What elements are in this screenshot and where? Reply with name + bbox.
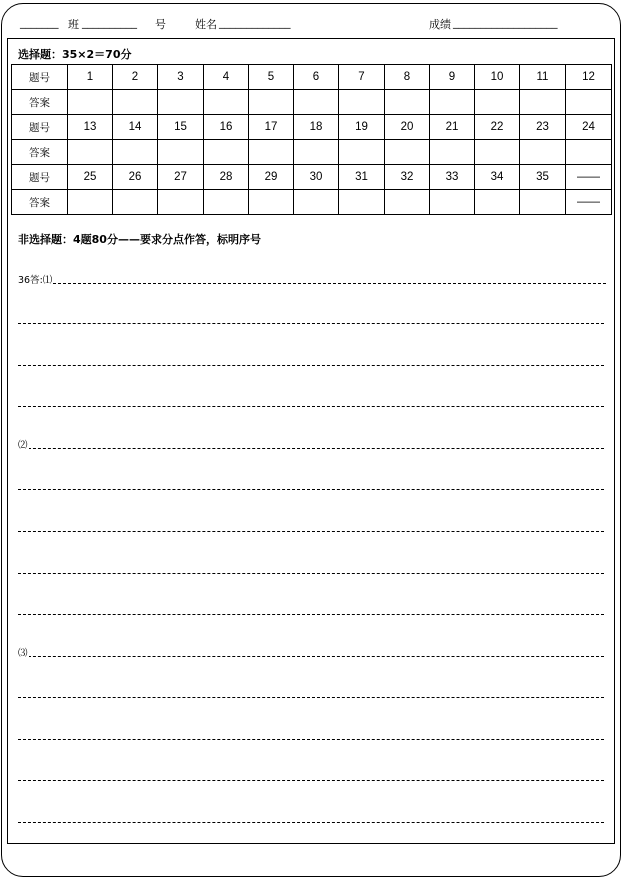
answer-cell[interactable] — [113, 190, 158, 215]
question-number-cell: 23 — [520, 115, 566, 140]
score-label: 成绩 — [429, 18, 451, 31]
answer-row-label: 答案 — [12, 140, 68, 165]
answer-cell[interactable] — [68, 140, 113, 165]
name-label: 姓名 — [195, 18, 217, 31]
answer-row-label: 答案 — [12, 90, 68, 115]
answer-line[interactable] — [18, 406, 604, 407]
question-number-cell: 22 — [475, 115, 520, 140]
question-number-cell: 5 — [249, 65, 294, 90]
answer-cell[interactable] — [475, 90, 520, 115]
question-number-cell: 26 — [113, 165, 158, 190]
answer-row-label: 答案 — [12, 190, 68, 215]
answer-cell[interactable] — [158, 140, 204, 165]
answer-cell[interactable] — [566, 90, 612, 115]
answer-line[interactable] — [18, 822, 604, 823]
choice-table-row — [12, 165, 612, 190]
question-number-cell: 13 — [68, 115, 113, 140]
nonchoice-section-title: 非选择题：4题80分——要求分点作答，标明序号 — [18, 233, 261, 246]
answer-cell[interactable] — [249, 190, 294, 215]
answer-cell[interactable] — [475, 190, 520, 215]
question-number-cell: 35 — [520, 165, 566, 190]
answer-cell[interactable] — [68, 90, 113, 115]
answer-cell[interactable] — [249, 140, 294, 165]
answer-line[interactable] — [18, 614, 604, 615]
question-number-cell: 7 — [339, 65, 385, 90]
question-number-cell: 10 — [475, 65, 520, 90]
answer-cell[interactable] — [430, 90, 475, 115]
part-3-label: ⑶ — [18, 645, 29, 659]
question-number-cell: 34 — [475, 165, 520, 190]
question-number-cell: 24 — [566, 115, 612, 140]
question-number-cell: 3 — [158, 65, 204, 90]
question-number-label: 题号 — [12, 65, 68, 90]
question-number-cell: 14 — [113, 115, 158, 140]
answer-cell[interactable] — [294, 90, 339, 115]
question-number-label: 题号 — [12, 115, 68, 140]
choice-table-row — [12, 140, 612, 165]
question-number-cell: 2 — [113, 65, 158, 90]
answer-line[interactable] — [18, 697, 604, 698]
answer-cell[interactable] — [339, 190, 385, 215]
question-number-cell: 16 — [204, 115, 249, 140]
answer-line[interactable] — [18, 323, 604, 324]
question-number-cell: 1 — [68, 65, 113, 90]
answer-cell[interactable] — [385, 140, 430, 165]
answer-cell[interactable] — [339, 90, 385, 115]
question-number-cell: 28 — [204, 165, 249, 190]
question-number-cell: 17 — [249, 115, 294, 140]
answer-cell[interactable] — [385, 190, 430, 215]
answer-line[interactable] — [18, 739, 604, 740]
number-blank[interactable]: __________ — [82, 16, 137, 29]
answer-cell[interactable] — [520, 190, 566, 215]
score-blank[interactable]: ___________________ — [453, 16, 558, 29]
question-number-label: 题号 — [12, 165, 68, 190]
choice-table-row — [12, 190, 612, 215]
class-blank[interactable]: _______ — [20, 16, 59, 29]
question-number-cell: 25 — [68, 165, 113, 190]
answer-cell[interactable] — [204, 90, 249, 115]
answer-cell[interactable] — [204, 190, 249, 215]
answer-cell[interactable] — [68, 190, 113, 215]
choice-table-row — [12, 90, 612, 115]
question-number-cell: 32 — [385, 165, 430, 190]
answer-line[interactable] — [18, 448, 604, 449]
question-number-cell: —— — [566, 165, 612, 190]
answer-cell[interactable] — [204, 140, 249, 165]
question-number-cell: 9 — [430, 65, 475, 90]
choice-section-title: 选择题：35×2＝70分 — [18, 48, 132, 61]
question-number-cell: 19 — [339, 115, 385, 140]
question-number-cell: 29 — [249, 165, 294, 190]
answer-line[interactable] — [18, 283, 606, 284]
header-row — [0, 16, 626, 34]
answer-cell[interactable] — [520, 140, 566, 165]
answer-cell[interactable] — [294, 190, 339, 215]
answer-line[interactable] — [18, 365, 604, 366]
question-number-cell: 12 — [566, 65, 612, 90]
question-number-cell: 30 — [294, 165, 339, 190]
question-number-cell: 11 — [520, 65, 566, 90]
question-number-cell: 21 — [430, 115, 475, 140]
answer-cell[interactable] — [294, 140, 339, 165]
question-number-cell: 4 — [204, 65, 249, 90]
choice-table-row — [12, 115, 612, 140]
answer-cell[interactable] — [385, 90, 430, 115]
part-2-label: ⑵ — [18, 437, 29, 451]
answer-line[interactable] — [18, 780, 604, 781]
question-number-cell: 33 — [430, 165, 475, 190]
answer-cell[interactable] — [158, 190, 204, 215]
choice-table-row — [12, 65, 612, 90]
answer-cell[interactable] — [430, 190, 475, 215]
question-number-cell: 6 — [294, 65, 339, 90]
answer-cell[interactable] — [566, 140, 612, 165]
answer-cell[interactable] — [158, 90, 204, 115]
answer-line[interactable] — [18, 489, 604, 490]
answer-cell[interactable] — [113, 90, 158, 115]
answer-cell[interactable] — [520, 90, 566, 115]
name-blank[interactable]: _____________ — [219, 16, 291, 29]
answer-cell[interactable] — [339, 140, 385, 165]
answer-cell[interactable] — [475, 140, 520, 165]
question-number-cell: 31 — [339, 165, 385, 190]
question-number-cell: 18 — [294, 115, 339, 140]
answer-line[interactable] — [18, 573, 604, 574]
answer-cell[interactable] — [113, 140, 158, 165]
number-label: 号 — [155, 18, 166, 31]
class-label: 班 — [68, 18, 79, 31]
answer-cell: —— — [566, 190, 612, 215]
answer-cell[interactable] — [249, 90, 294, 115]
question-number-cell: 8 — [385, 65, 430, 90]
choice-answer-table — [11, 64, 612, 215]
answer-line[interactable] — [18, 531, 604, 532]
answer-line[interactable] — [18, 656, 604, 657]
question-36-label: 36答:⑴ — [18, 272, 53, 286]
answer-cell[interactable] — [430, 140, 475, 165]
question-number-cell: 15 — [158, 115, 204, 140]
question-number-cell: 27 — [158, 165, 204, 190]
question-number-cell: 20 — [385, 115, 430, 140]
